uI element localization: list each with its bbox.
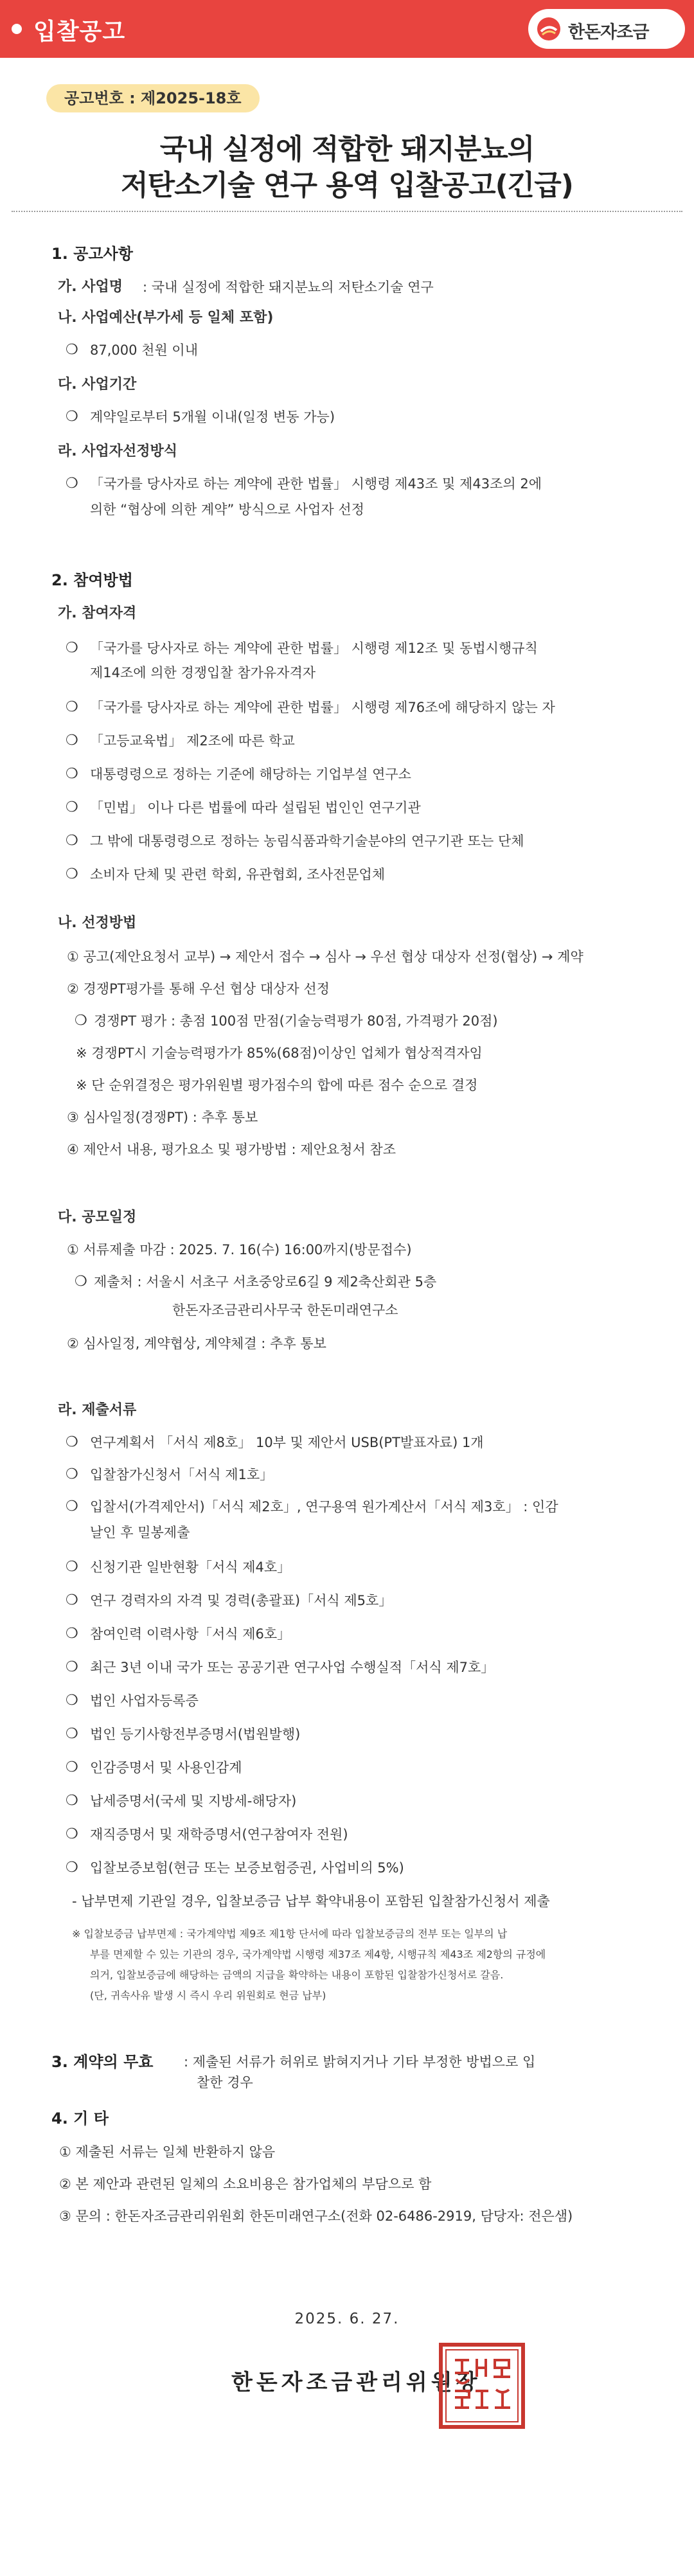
circle-bullet-icon: ❍ — [66, 1559, 78, 1575]
other-item-1: ① 제출된 서류는 일체 반환하지 않음 — [59, 2144, 276, 2160]
page-title-line-1: 국내 실정에 적합한 돼지분뇨의 — [159, 133, 535, 166]
document-item-11: 납세증명서(국세 및 지방세-해당자) — [90, 1793, 297, 1809]
circle-bullet-icon: ❍ — [66, 1498, 78, 1515]
org-logo — [528, 9, 685, 49]
circle-bullet-icon: ❍ — [66, 1759, 78, 1775]
circle-bullet-icon: ❍ — [66, 1659, 78, 1675]
document-item-10: 인감증명서 및 사용인감계 — [90, 1760, 242, 1775]
eligibility-item-2: 「국가를 당사자로 하는 계약에 관한 법률」 시행령 제76조에 해당하지 않는 자 — [90, 700, 555, 715]
circle-bullet-icon: ❍ — [66, 799, 78, 815]
submission-place-office: 한돈자조금관리사무국 한돈미래연구소 — [172, 1302, 398, 1318]
document-item-1: 연구계획서 「서식 제8호」 10부 및 제안서 USB(PT발표자료) 1개 — [90, 1435, 484, 1450]
circle-bullet-icon: ❍ — [66, 1692, 78, 1709]
selection-note-2: ※ 단 순위결정은 평가위원별 평가점수의 합에 따른 점수 순으로 결정 — [76, 1078, 478, 1093]
circle-bullet-icon: ❍ — [75, 1274, 87, 1290]
selection-note-1: ※ 경쟁PT시 기술능력평가가 85%(68점)이상인 업체가 협상적격자임 — [76, 1045, 483, 1061]
eligibility-heading: 가. 참여자격 — [58, 605, 137, 621]
selection-step-2-detail: 경쟁PT 평가 : 총점 100점 만점(기술능력평가 80점, 가격평가 20점) — [94, 1013, 498, 1029]
document-item-13: 입찰보증보험(현금 또는 보증보험증권, 사업비의 5%) — [90, 1860, 404, 1876]
budget-heading: 나. 사업예산(부가세 등 일체 포함) — [58, 310, 274, 326]
circle-bullet-icon: ❍ — [75, 1013, 87, 1029]
footnote-line-4: (단, 귀속사유 발생 시 즉시 우리 위원회로 현금 납부) — [90, 1989, 326, 2002]
circle-bullet-icon: ❍ — [66, 1826, 78, 1842]
header-bar — [0, 0, 694, 58]
document-item-12: 재직증명서 및 재학증명서(연구참여자 전원) — [90, 1827, 348, 1842]
schedule-item-1: ① 서류제출 마감 : 2025. 7. 16(수) 16:00까지(방문접수) — [67, 1242, 412, 1257]
document-item-8: 법인 사업자등록증 — [90, 1693, 199, 1709]
submission-place: 제출처 : 서울시 서초구 서초중앙로6길 9 제2축산회관 5층 — [94, 1274, 437, 1290]
document-item-3-line-1: 입찰서(가격제안서)「서식 제2호」, 연구용역 원가계산서「서식 제3호」 : 인감 — [90, 1499, 558, 1515]
selection-step-1: ① 공고(제안요청서 교부) → 제안서 접수 → 심사 → 우선 협상 대상자 선정(협상) → 계약 — [67, 949, 583, 964]
circle-bullet-icon: ❍ — [66, 1626, 78, 1642]
project-name-value: : 국내 실정에 적합한 돼지분뇨의 저탄소기술 연구 — [143, 280, 434, 295]
circle-bullet-icon: ❍ — [66, 1726, 78, 1742]
circle-bullet-icon: ❍ — [66, 866, 78, 882]
circle-bullet-icon: ❍ — [66, 1592, 78, 1608]
circle-bullet-icon: ❍ — [66, 475, 78, 492]
footnote-line-3: 의거, 입찰보증금에 해당하는 금액의 지급을 확약하는 내용이 포함된 입찰참가신청서로 갈음. — [90, 1969, 504, 1981]
section-2-heading: 2. 참여방법 — [51, 571, 133, 589]
other-item-3: ③ 문의 : 한돈자조금관리위원회 한돈미래연구소(전화 02-6486-2919, 담당자: 전은샘) — [59, 2208, 573, 2224]
eligibility-item-4: 대통령령으로 정하는 기준에 해당하는 기업부설 연구소 — [90, 767, 411, 782]
official-seal-icon — [437, 2341, 527, 2431]
circle-bullet-icon: ❍ — [66, 1466, 78, 1482]
footnote-line-1: ※ 입찰보증금 납부면제 : 국가계약법 제9조 제1항 단서에 따라 입찰보증금의 전부 또는 일부의 납 — [72, 1928, 508, 1940]
document-item-7: 최근 3년 이내 국가 또는 공공기관 연구사업 수행실적「서식 제7호」 — [90, 1660, 495, 1675]
circle-bullet-icon: ❍ — [66, 342, 78, 358]
documents-heading: 라. 제출서류 — [58, 1402, 137, 1418]
selection-method-heading: 라. 사업자선정방식 — [58, 443, 178, 459]
eligibility-item-6: 그 밖에 대통령령으로 정하는 농림식품과학기술분야의 연구기관 또는 단체 — [90, 833, 524, 849]
contract-invalid-line-2: 찰한 경우 — [197, 2075, 253, 2090]
circle-bullet-icon: ❍ — [66, 1434, 78, 1450]
circle-bullet-icon: ❍ — [66, 833, 78, 849]
schedule-heading: 다. 공모일정 — [58, 1209, 137, 1225]
document-item-4: 신청기관 일반현황「서식 제4호」 — [90, 1559, 291, 1575]
budget-value: 87,000 천원 이내 — [90, 342, 198, 358]
eligibility-item-1-line-2: 제14조에 의한 경쟁입찰 참가유자격자 — [90, 665, 316, 680]
header-title: 입찰공고 — [33, 19, 126, 45]
eligibility-item-3: 「고등교육법」 제2조에 따른 학교 — [90, 733, 295, 749]
selection-method-line-2: 의한 “협상에 의한 계약” 방식으로 사업자 선정 — [90, 502, 364, 517]
eligibility-item-5: 「민법」 이나 다른 법률에 따라 설립된 법인인 연구기관 — [90, 800, 421, 815]
page-title-line-2: 저탄소기술 연구 용역 입찰공고(긴급) — [121, 169, 573, 202]
document-item-5: 연구 경력자의 자격 및 경력(총괄표)「서식 제5호」 — [90, 1593, 393, 1608]
document-item-6: 참여인력 이력사항「서식 제6호」 — [90, 1626, 291, 1642]
section-4-heading: 4. 기 타 — [51, 2110, 109, 2127]
footnote-line-2: 부를 면제할 수 있는 기관의 경우, 국가계약법 시행령 제37조 제4항, 시행규칙 제43조 제2항의 규정에 — [90, 1948, 546, 1960]
eligibility-item-7: 소비자 단체 및 관련 학회, 유관협회, 조사전문업체 — [90, 867, 386, 882]
hanton-logo-icon — [536, 16, 562, 42]
project-name-label: 가. 사업명 — [58, 279, 123, 295]
selection-method-line-1: 「국가를 당사자로 하는 계약에 관한 법률」 시행령 제43조 및 제43조의 2에 — [90, 476, 542, 492]
selection-step-4: ④ 제안서 내용, 평가요소 및 평가방법 : 제안요청서 참조 — [67, 1142, 396, 1157]
document-item-3-line-2: 날인 후 밀봉제출 — [90, 1525, 190, 1540]
period-value: 계약일로부터 5개월 이내(일정 변동 가능) — [90, 409, 335, 425]
issue-date: 2025. 6. 27. — [294, 2311, 400, 2327]
eligibility-item-1-line-1: 「국가를 당사자로 하는 계약에 관한 법률」 시행령 제12조 및 동법시행규칙 — [90, 641, 538, 656]
issuing-organization: 한돈자조금관리위원장 — [231, 2370, 481, 2395]
other-item-2: ② 본 제안과 관련된 일체의 소요비용은 참가업체의 부담으로 함 — [59, 2176, 432, 2192]
bullet-dot-icon — [12, 24, 22, 34]
dotted-divider — [12, 211, 682, 212]
document-item-9: 법인 등기사항전부증명서(법원발행) — [90, 1727, 301, 1742]
section-3-heading: 3. 계약의 무효 — [51, 2053, 154, 2071]
period-heading: 다. 사업기간 — [58, 377, 137, 393]
org-logo-text: 한돈자조금 — [568, 22, 649, 42]
circle-bullet-icon: ❍ — [66, 733, 78, 749]
circle-bullet-icon: ❍ — [66, 766, 78, 782]
schedule-item-2: ② 심사일정, 계약협상, 계약체결 : 추후 통보 — [67, 1336, 326, 1351]
circle-bullet-icon: ❍ — [66, 1860, 78, 1876]
circle-bullet-icon: ❍ — [66, 699, 78, 715]
selection-step-2: ② 경쟁PT평가를 통해 우선 협상 대상자 선정 — [67, 981, 330, 997]
document-item-14: - 납부면제 기관일 경우, 입찰보증금 납부 확약내용이 포함된 입찰참가신청서 제출 — [72, 1894, 550, 1909]
circle-bullet-icon: ❍ — [66, 1793, 78, 1809]
document-item-2: 입찰참가신청서「서식 제1호」 — [90, 1467, 274, 1482]
circle-bullet-icon: ❍ — [66, 640, 78, 656]
announcement-number-badge: 공고번호 : 제2025-18호 — [46, 84, 260, 112]
circle-bullet-icon: ❍ — [66, 409, 78, 425]
contract-invalid-line-1: : 제출된 서류가 허위로 밝혀지거나 기타 부정한 방법으로 입 — [184, 2054, 536, 2070]
section-1-heading: 1. 공고사항 — [51, 245, 133, 263]
selection-step-3: ③ 심사일정(경쟁PT) : 추후 통보 — [67, 1110, 258, 1125]
selection-heading: 나. 선정방법 — [58, 915, 137, 931]
